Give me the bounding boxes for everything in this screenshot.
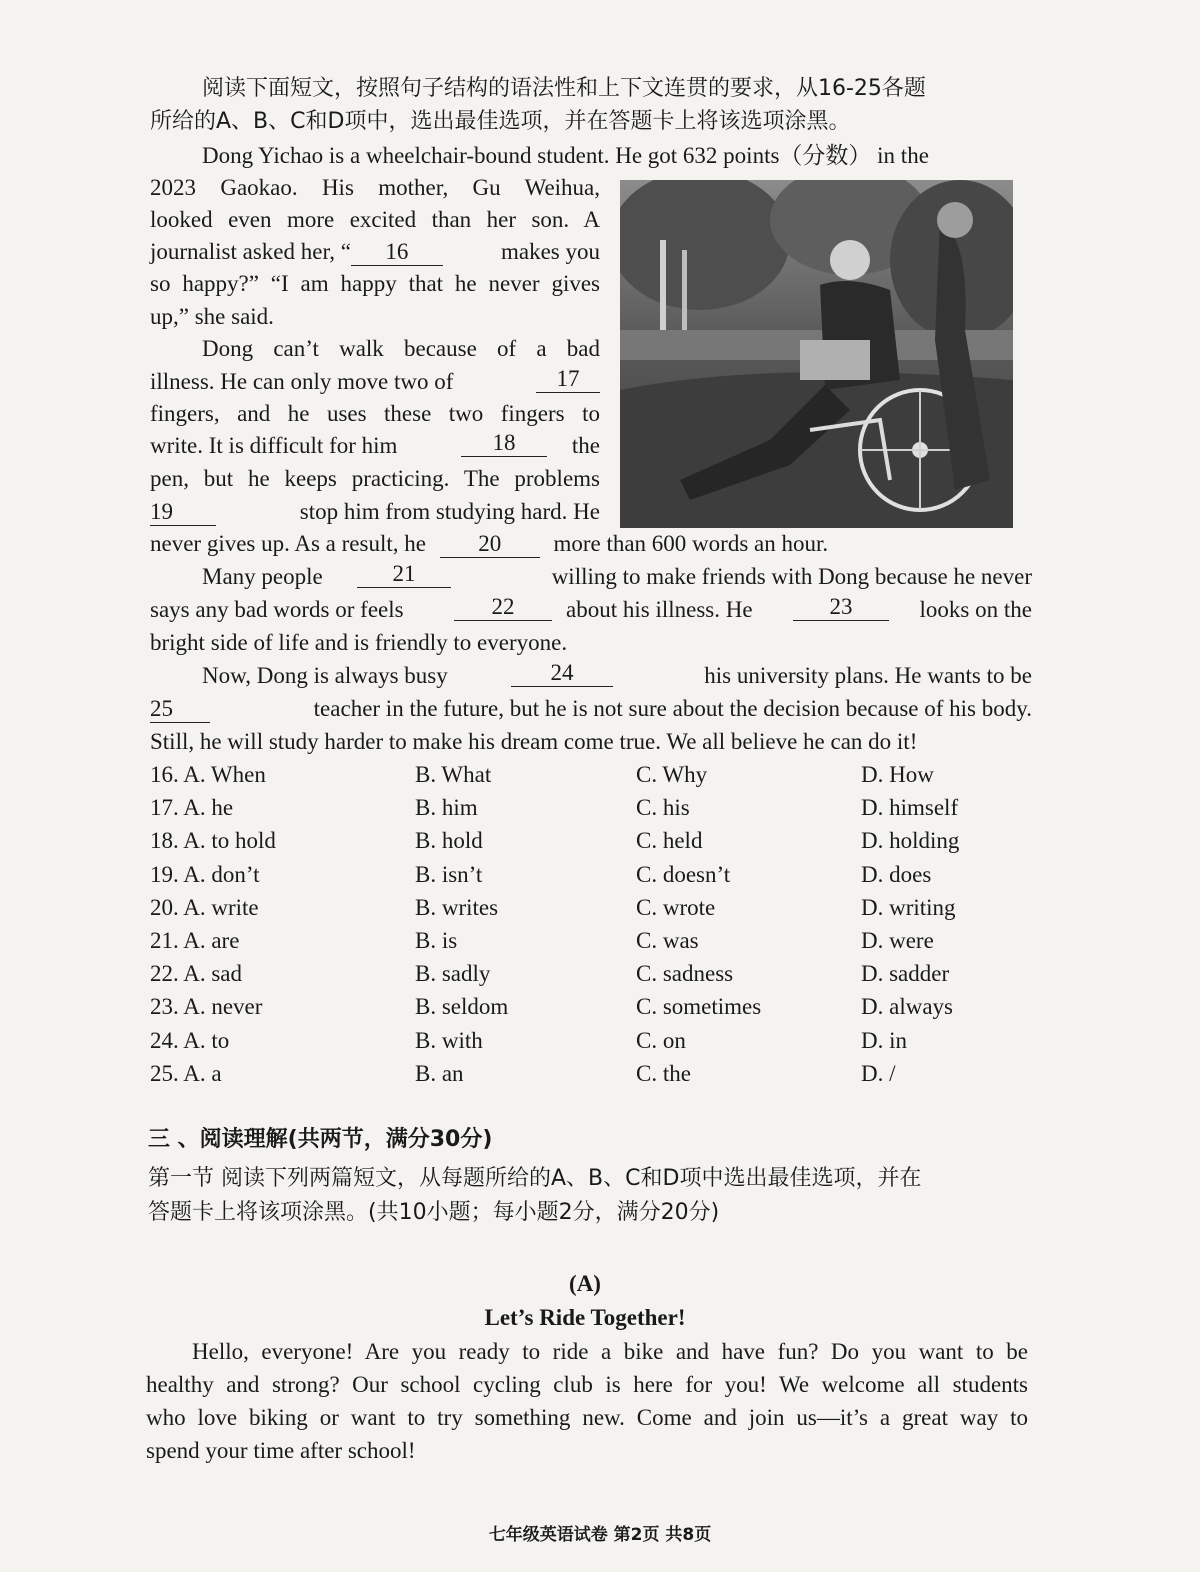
option-d: D. were <box>861 928 934 953</box>
option-c: C. doesn’t <box>636 861 731 887</box>
passage-line: 25 teacher in the future, but he is not sure about the decision because of his body. <box>150 696 1032 721</box>
option-b: B. an <box>415 1060 464 1086</box>
passage-line: so happy?” “I am happy that he never gives <box>150 271 600 296</box>
blank-25: 25 <box>150 696 210 723</box>
option-c: C. wrote <box>636 894 716 920</box>
passage-line: healthy and strong? Our school cycling club is here for you! We welcome all students <box>146 1372 1028 1397</box>
option-b: B. seldom <box>415 994 509 1020</box>
blank-18: 18 <box>461 430 547 457</box>
passage-line: who love biking or want to try something new. Come and join us—it’s a great way to <box>146 1405 1028 1430</box>
option-a: 25. A. a <box>150 1060 222 1086</box>
option-c: C. sadness <box>636 961 734 987</box>
passage-line: up,” she said. <box>150 304 274 329</box>
option-c: C. the <box>636 1060 691 1086</box>
page-footer: 七年级英语试卷 第2页 共8页 <box>488 1525 712 1545</box>
blank-17: 17 <box>536 366 600 393</box>
option-d: D. sadder <box>861 961 950 987</box>
section-heading: 三 、阅读理解(共两节，满分30分) <box>148 1127 493 1152</box>
option-a: 16. A. When <box>150 762 266 787</box>
passage-line: looked even more excited than her son. A <box>150 207 600 232</box>
passage-line: 2023 Gaokao. His mother, Gu Weihua, <box>150 175 600 200</box>
passage-line: Dong Yichao is a wheelchair-bound student. He got 632 points（分数） in the <box>202 143 929 168</box>
option-d: D. always <box>861 994 953 1020</box>
passage-line: never gives up. As a result, he 20 more than 600 words an hour. <box>150 531 829 556</box>
passage-line: bright side of life and is friendly to everyone. <box>150 630 568 655</box>
option-d: D. does <box>861 861 932 887</box>
section-instruction: 答题卡上将该项涂黑。(共10小题；每小题2分，满分20分) <box>148 1200 720 1225</box>
passage-line: Hello, everyone! Are you ready to ride a bike and have fun? Do you want to be <box>192 1339 1028 1364</box>
passage-line: says any bad words or feels 22 about his illness. He 23 looks on the <box>150 594 1032 622</box>
option-c: C. on <box>636 1027 686 1053</box>
student-wheelchair-photo <box>620 180 1013 528</box>
blank-22: 22 <box>454 594 552 621</box>
instruction-line: 阅读下面短文，按照句子结构的语法性和上下文连贯的要求，从16-25各题 <box>202 76 926 101</box>
option-a: 19. A. don’t <box>150 861 260 887</box>
blank-16: 16 <box>351 239 443 266</box>
option-d: D. holding <box>861 828 960 854</box>
option-a: 21. A. are <box>150 928 240 953</box>
passage-label: (A) <box>569 1271 601 1296</box>
option-c: C. held <box>636 828 703 854</box>
blank-24: 24 <box>511 660 613 687</box>
passage-line: spend your time after school! <box>146 1438 416 1463</box>
blank-21: 21 <box>357 561 451 588</box>
blank-23: 23 <box>793 594 889 621</box>
blank-20: 20 <box>440 531 540 558</box>
passage-title: Let’s Ride Together! <box>484 1305 686 1330</box>
passage-line: pen, but he keeps practicing. The problems <box>150 466 600 491</box>
option-b: B. isn’t <box>415 861 483 887</box>
passage-line: Dong can’t walk because of a bad <box>202 336 600 361</box>
option-b: B. with <box>415 1027 483 1053</box>
instruction-line: 所给的A、B、C和D项中，选出最佳选项，并在答题卡上将该选项涂黑。 <box>150 109 851 134</box>
option-d: D. / <box>861 1060 896 1086</box>
option-b: B. hold <box>415 828 483 854</box>
passage-line: Now, Dong is always busy 24 his university plans. He wants to be <box>202 660 1032 688</box>
passage-line: illness. He can only move two of 17 <box>150 366 600 398</box>
option-d: D. writing <box>861 894 956 920</box>
option-c: C. was <box>636 928 699 953</box>
option-b: B. writes <box>415 894 499 920</box>
passage-line: write. It is difficult for him 18 the <box>150 430 600 458</box>
option-a: 18. A. to hold <box>150 828 276 854</box>
option-d: D. How <box>861 762 934 787</box>
option-c: C. sometimes <box>636 994 762 1020</box>
passage-line: fingers, and he uses these two fingers to <box>150 401 600 426</box>
option-b: B. him <box>415 795 478 821</box>
blank-19: 19 <box>150 499 216 526</box>
option-a: 22. A. sad <box>150 961 242 987</box>
passage-line: Many people 21 willing to make friends with Dong because he never <box>202 561 1032 589</box>
option-d: D. himself <box>861 795 959 821</box>
section-instruction: 第一节 阅读下列两篇短文，从每题所给的A、B、C和D项中选出最佳选项，并在 <box>148 1166 922 1191</box>
option-a: 20. A. write <box>150 894 259 920</box>
option-b: B. sadly <box>415 961 491 987</box>
option-a: 17. A. he <box>150 795 234 821</box>
passage-line: 19 stop him from studying hard. He <box>150 499 600 524</box>
option-b: B. is <box>415 928 458 953</box>
option-d: D. in <box>861 1027 907 1053</box>
option-a: 24. A. to <box>150 1027 230 1053</box>
passage-line: journalist asked her, “ 16 makes you <box>150 239 600 264</box>
option-b: B. What <box>415 762 492 787</box>
option-c: C. Why <box>636 762 708 787</box>
passage-line: Still, he will study harder to make his dream come true. We all believe he can do it! <box>150 729 918 754</box>
option-a: 23. A. never <box>150 994 263 1020</box>
option-c: C. his <box>636 795 690 821</box>
